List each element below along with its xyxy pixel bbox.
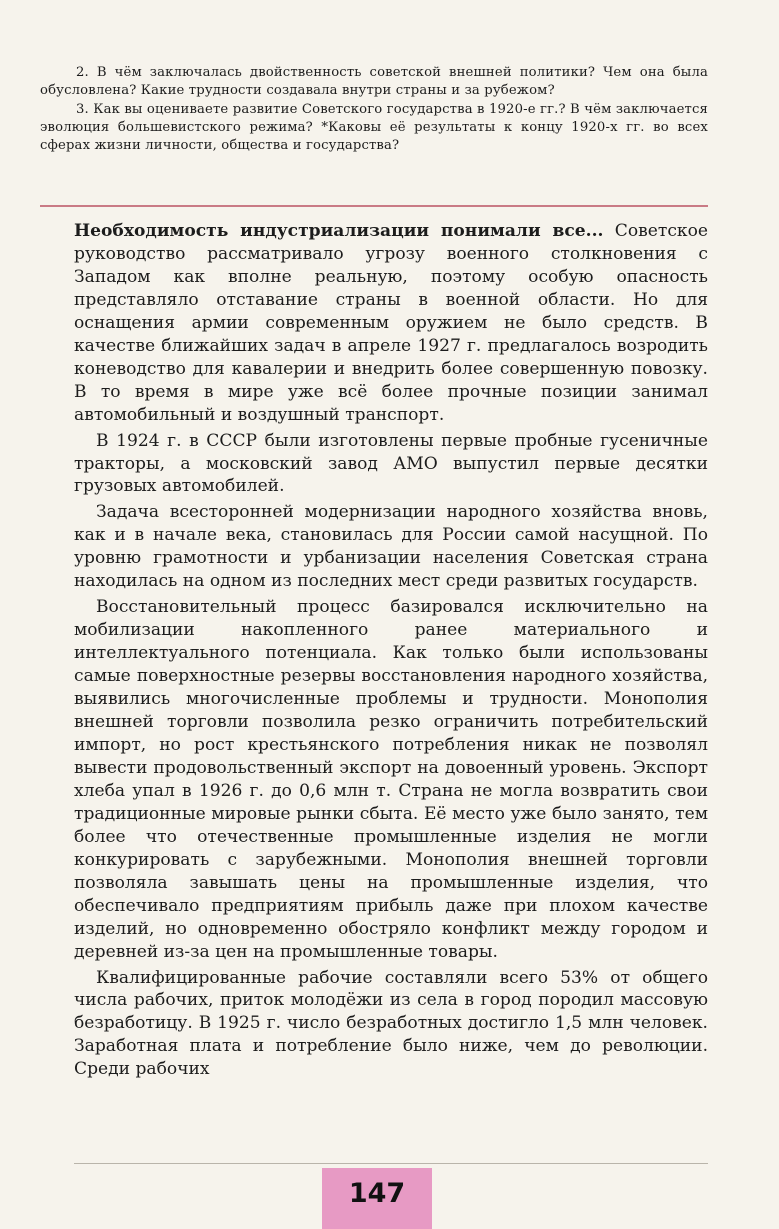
paragraph-1	[74, 220, 708, 427]
paragraph-1-text: Советское руководство рассматривало угрозу военного столкновения с Западом как вполне реальную, поэтому особую опасность представляло отставание страны в военной области. Но для оснащения армии современным оружием не было средств. В качестве ближайших задач в апреле 1927 г. предлагалось возродить коневодство для кавалерии и внедрить более совершенную повозку. В то время в мире уже всё более прочные позиции занимал автомобильный и воздушный транспорт.	[74, 221, 709, 425]
paragraph-4: Восстановительный процесс базировался исключительно на мобилизации накопленного ранее материального и интеллектуального потенциала. Как только были использованы самые поверхностные резервы восстановления народного хозяйства, выявились многочисленные проблемы и трудности. Монополия внешней торговли позволила резко ограничить потребительский импорт, но рост крестьянского потребления никак не позволял вывести продовольственный экспорт на довоенный уровень. Экспорт хлеба упал в 1926 г. до 0,6 млн т. Страна не могла возвратить свои традиционные мировые рынки сбыта. Её место уже было занято, тем более что отечественные промышленные изделия не могли конкурировать с зарубежными. Монополия внешней торговли позволяла завышать цены на промышленные изделия, что обеспечивало предприятиям прибыль даже при плохом качестве изделий, но одновременно обостряло конфликт между городом и деревней из-за цен на промышленные товары.	[74, 597, 708, 962]
paragraph-5: Квалифицированные рабочие составляли всего 53% от общего числа рабочих, приток молодёжи из села в город породил массовую безработицу. В 1925 г. число безработных достигло 1,5 млн человек. Заработная плата и потребление было ниже, чем до революции. Среди рабочих	[74, 967, 708, 1080]
paragraph-3: Задача всесторонней модернизации народного хозяйства вновь, как и в начале века, становилась для России самой насущной. По уровню грамотности и урбанизации населения Советская страна находилась на одном из последних мест среди развитых государств.	[74, 502, 708, 592]
paragraph-2: В 1924 г. в СССР были изготовлены первые пробные гусеничные тракторы, а московский завод АМО выпустил первые десятки грузовых автомобилей.	[74, 430, 708, 497]
question-2: 2. В чём заключалась двойственность советской внешней политики? Чем она была обусловлена? Какие трудности создавала внутри страны и за рубежом?	[40, 65, 708, 99]
page-number-badge	[322, 1168, 432, 1229]
section-divider	[40, 205, 708, 207]
main-text	[74, 220, 708, 1081]
page-number: 147	[348, 1178, 406, 1209]
question-3: 3. Как вы оцениваете развитие Советского государства в 1920-е гг.? В чём заключается эволюция большевистского режима? *Каковы её результаты к концу 1920-х гг. во всех сферах жизни личности, общества и государства?	[40, 101, 709, 154]
review-questions	[40, 64, 708, 155]
footer-divider	[74, 1163, 708, 1164]
section-heading: Необходимость индустриализации понимали все...	[74, 221, 604, 241]
